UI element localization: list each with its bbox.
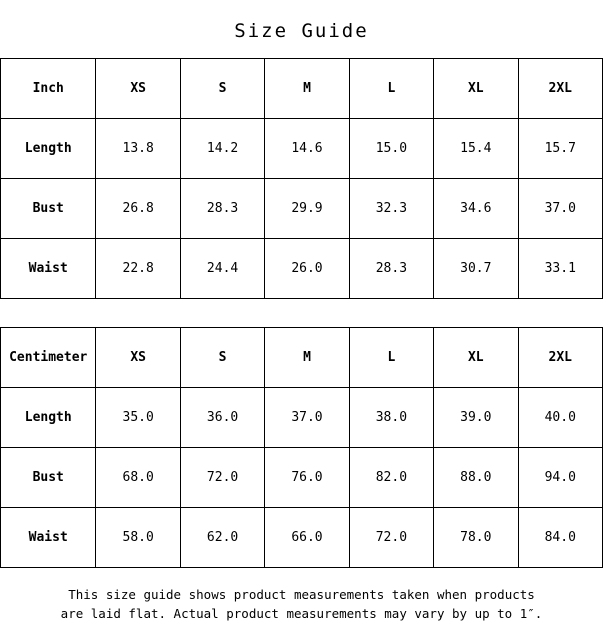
unit-label: Inch: [1, 59, 96, 119]
cell-bust-s: 72.0: [180, 448, 264, 508]
page-title: Size Guide: [234, 20, 369, 42]
table-row: [1, 239, 603, 299]
table-row: [1, 448, 603, 508]
cell-waist-l: 72.0: [349, 508, 433, 568]
cell-bust-2xl: 37.0: [518, 179, 603, 239]
cell-length-s: 36.0: [180, 388, 264, 448]
size-table-inch: [0, 58, 603, 299]
column-header-xs: XS: [96, 328, 180, 388]
column-header-2xl: 2XL: [518, 328, 603, 388]
cell-waist-xl: 30.7: [434, 239, 518, 299]
cell-waist-s: 24.4: [180, 239, 264, 299]
cell-waist-l: 28.3: [349, 239, 433, 299]
cell-waist-xs: 58.0: [96, 508, 180, 568]
column-header-l: L: [349, 328, 433, 388]
cell-waist-s: 62.0: [180, 508, 264, 568]
cell-length-xs: 13.8: [96, 119, 180, 179]
cell-length-m: 37.0: [265, 388, 349, 448]
row-label-waist: Waist: [1, 508, 96, 568]
column-header-m: M: [265, 59, 349, 119]
cell-waist-xs: 22.8: [96, 239, 180, 299]
cell-length-xl: 15.4: [434, 119, 518, 179]
cell-bust-s: 28.3: [180, 179, 264, 239]
column-header-s: S: [180, 328, 264, 388]
cell-bust-l: 32.3: [349, 179, 433, 239]
cell-bust-m: 76.0: [265, 448, 349, 508]
column-header-s: S: [180, 59, 264, 119]
cell-bust-m: 29.9: [265, 179, 349, 239]
cell-length-l: 38.0: [349, 388, 433, 448]
cell-waist-m: 66.0: [265, 508, 349, 568]
row-label-length: Length: [1, 388, 96, 448]
cell-waist-2xl: 84.0: [518, 508, 603, 568]
cell-length-2xl: 40.0: [518, 388, 603, 448]
table-header-row: [1, 328, 603, 388]
cell-bust-xs: 26.8: [96, 179, 180, 239]
column-header-l: L: [349, 59, 433, 119]
cell-bust-2xl: 94.0: [518, 448, 603, 508]
footnote: [0, 568, 603, 623]
column-header-xs: XS: [96, 59, 180, 119]
footnote-line-1: This size guide shows product measurements taken when products: [68, 587, 535, 602]
table-row: [1, 508, 603, 568]
cell-bust-xs: 68.0: [96, 448, 180, 508]
row-label-bust: Bust: [1, 448, 96, 508]
column-header-xl: XL: [434, 59, 518, 119]
cell-length-xs: 35.0: [96, 388, 180, 448]
column-header-2xl: 2XL: [518, 59, 603, 119]
cell-bust-xl: 34.6: [434, 179, 518, 239]
row-label-bust: Bust: [1, 179, 96, 239]
cell-waist-2xl: 33.1: [518, 239, 603, 299]
cell-length-2xl: 15.7: [518, 119, 603, 179]
table-row: [1, 179, 603, 239]
table-separator: [0, 299, 603, 327]
row-label-length: Length: [1, 119, 96, 179]
cell-bust-xl: 88.0: [434, 448, 518, 508]
cell-length-s: 14.2: [180, 119, 264, 179]
cell-waist-m: 26.0: [265, 239, 349, 299]
table-header-row: [1, 59, 603, 119]
cell-bust-l: 82.0: [349, 448, 433, 508]
table-row: [1, 119, 603, 179]
size-table-centimeter: [0, 327, 603, 568]
cell-length-m: 14.6: [265, 119, 349, 179]
unit-label: Centimeter: [1, 328, 96, 388]
cell-waist-xl: 78.0: [434, 508, 518, 568]
cell-length-xl: 39.0: [434, 388, 518, 448]
cell-length-l: 15.0: [349, 119, 433, 179]
column-header-m: M: [265, 328, 349, 388]
footnote-line-2: are laid flat. Actual product measurements may vary by up to 1″.: [60, 606, 543, 621]
table-row: [1, 388, 603, 448]
row-label-waist: Waist: [1, 239, 96, 299]
column-header-xl: XL: [434, 328, 518, 388]
